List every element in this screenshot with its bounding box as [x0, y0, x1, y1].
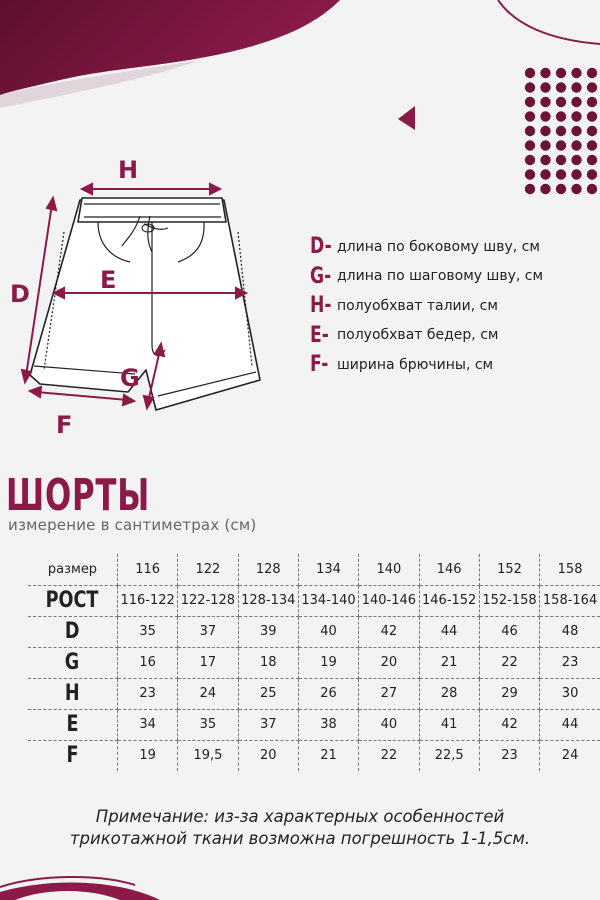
label-d: D: [10, 280, 30, 308]
legend-letter: F-: [310, 352, 329, 378]
top-right-arc: [498, 0, 600, 44]
legend-letter: E-: [310, 322, 329, 348]
decor-dot: [540, 82, 550, 92]
table-row: [28, 740, 600, 771]
decor-dot: [540, 155, 550, 165]
decor-dot: [540, 184, 550, 194]
legend-letter: G-: [310, 263, 332, 289]
table-cell: 23: [540, 647, 600, 678]
decor-dot: [587, 82, 597, 92]
decor-dot: [525, 68, 535, 78]
table-cell: 27: [359, 678, 419, 709]
shorts-diagram: [0, 0, 300, 460]
decor-dot: [571, 82, 581, 92]
table-cell: 35: [178, 709, 238, 740]
table-cell: 158: [540, 554, 600, 585]
legend-text: длина по боковому шву, см: [337, 238, 540, 255]
decor-dot: [556, 126, 566, 136]
table-row: [28, 585, 600, 616]
row-label-text: D: [65, 619, 80, 644]
table-cell: 140: [359, 554, 419, 585]
decor-dot: [571, 97, 581, 107]
table-cell: 44: [540, 709, 600, 740]
table-cell: 134-140: [298, 585, 358, 616]
table-row: [28, 709, 600, 740]
decor-dot: [571, 169, 581, 179]
table-cell: 18: [238, 647, 298, 678]
page-title: ШОРТЫ: [6, 470, 150, 521]
table-cell: 42: [359, 616, 419, 647]
row-label: [28, 740, 117, 771]
legend-letter: H-: [310, 293, 332, 319]
table-cell: 38: [298, 709, 358, 740]
decor-dot: [571, 111, 581, 121]
table-cell: 48: [540, 616, 600, 647]
row-label-text: H: [65, 681, 80, 706]
table-cell: 23: [479, 740, 539, 771]
table-cell: 28: [419, 678, 479, 709]
decor-dot: [556, 82, 566, 92]
table-cell: 152: [479, 554, 539, 585]
measurement-legend: [310, 232, 543, 380]
decor-dot: [587, 111, 597, 121]
decor-dot: [556, 169, 566, 179]
legend-row-f: [310, 350, 543, 380]
size-table: [28, 554, 600, 771]
legend-text: ширина брючины, см: [337, 356, 494, 373]
label-g: G: [120, 364, 140, 392]
decor-dot: [525, 140, 535, 150]
decor-dot: [587, 140, 597, 150]
decor-dot: [525, 111, 535, 121]
decor-dot: [556, 97, 566, 107]
row-label: размер: [28, 554, 117, 585]
table-cell: 116-122: [117, 585, 177, 616]
row-label: [28, 678, 117, 709]
decor-dot: [587, 155, 597, 165]
table-cell: 20: [238, 740, 298, 771]
row-label: [28, 709, 117, 740]
decor-dot: [540, 97, 550, 107]
table-cell: 37: [178, 616, 238, 647]
legend-text: полуобхват бедер, см: [337, 327, 499, 344]
label-f: F: [56, 411, 73, 439]
table-cell: 29: [479, 678, 539, 709]
decor-dot: [587, 184, 597, 194]
legend-row-d: [310, 232, 543, 262]
row-label: [28, 616, 117, 647]
decor-dot: [525, 126, 535, 136]
decor-dot: [571, 140, 581, 150]
table-cell: 22,5: [419, 740, 479, 771]
row-label-text: F: [66, 743, 79, 769]
legend-letter: D-: [310, 234, 332, 260]
table-cell: 37: [238, 709, 298, 740]
table-row: [28, 678, 600, 709]
label-h: H: [118, 156, 139, 184]
table-row: [28, 554, 600, 585]
legend-text: полуобхват талии, см: [337, 297, 498, 314]
decor-dot: [556, 111, 566, 121]
table-cell: 22: [479, 647, 539, 678]
table-cell: 44: [419, 616, 479, 647]
decor-dot: [556, 140, 566, 150]
decor-dot: [571, 68, 581, 78]
decor-dot: [556, 68, 566, 78]
decor-dot: [525, 184, 535, 194]
row-label: [28, 647, 117, 678]
table-cell: 46: [479, 616, 539, 647]
decor-dot: [587, 169, 597, 179]
row-label: [28, 585, 117, 616]
decor-dot: [556, 155, 566, 165]
table-cell: 35: [117, 616, 177, 647]
note-line-1: Примечание: из-за характерных особенностей: [95, 807, 505, 826]
page-subtitle: измерение в сантиметрах (см): [8, 516, 257, 534]
decor-dot: [571, 184, 581, 194]
table-row: [28, 647, 600, 678]
decor-dot: [540, 68, 550, 78]
table-cell: 140-146: [359, 585, 419, 616]
table-cell: 19: [117, 740, 177, 771]
table-cell: 122-128: [178, 585, 238, 616]
table-cell: 146-152: [419, 585, 479, 616]
table-cell: 39: [238, 616, 298, 647]
table-cell: 42: [479, 709, 539, 740]
table-cell: 122: [178, 554, 238, 585]
dots-grid: [525, 68, 597, 194]
legend-row-h: [310, 291, 543, 321]
table-cell: 24: [540, 740, 600, 771]
label-e: E: [100, 266, 117, 294]
note-line-2: трикотажной ткани возможна погрешность 1-1,5см.: [69, 829, 531, 848]
legend-row-e: [310, 321, 543, 351]
row-label-text: E: [66, 712, 79, 737]
decor-dot: [525, 82, 535, 92]
decor-dot: [571, 155, 581, 165]
row-label-text: G: [65, 650, 80, 675]
decor-dot: [540, 140, 550, 150]
decor-dot: [525, 97, 535, 107]
decor-dot: [525, 169, 535, 179]
decor-dot: [540, 169, 550, 179]
table-cell: 34: [117, 709, 177, 740]
table-cell: 20: [359, 647, 419, 678]
decor-dot: [587, 97, 597, 107]
decor-dot: [525, 155, 535, 165]
decor-dot: [540, 126, 550, 136]
row-label-text: РОСТ: [46, 588, 99, 613]
table-row: [28, 616, 600, 647]
table-cell: 40: [298, 616, 358, 647]
table-cell: 17: [178, 647, 238, 678]
table-cell: 16: [117, 647, 177, 678]
legend-row-g: [310, 262, 543, 292]
table-cell: 22: [359, 740, 419, 771]
table-cell: 19,5: [178, 740, 238, 771]
decor-dot: [587, 126, 597, 136]
decor-dot: [571, 126, 581, 136]
table-cell: 26: [298, 678, 358, 709]
legend-text: длина по шаговому шву, см: [337, 268, 544, 285]
note: [0, 806, 600, 850]
table-cell: 116: [117, 554, 177, 585]
waistband: [78, 198, 226, 222]
table-cell: 128-134: [238, 585, 298, 616]
table-cell: 158-164: [540, 585, 600, 616]
decor-dot: [556, 184, 566, 194]
f-arrow: [36, 392, 128, 400]
table-cell: 21: [298, 740, 358, 771]
table-cell: 25: [238, 678, 298, 709]
table-cell: 128: [238, 554, 298, 585]
table-cell: 41: [419, 709, 479, 740]
table-cell: 134: [298, 554, 358, 585]
table-cell: 19: [298, 647, 358, 678]
table-cell: 23: [117, 678, 177, 709]
table-cell: 24: [178, 678, 238, 709]
table-cell: 21: [419, 647, 479, 678]
decor-dot: [540, 111, 550, 121]
table-cell: 40: [359, 709, 419, 740]
table-cell: 146: [419, 554, 479, 585]
decor-dot: [587, 68, 597, 78]
table-cell: 30: [540, 678, 600, 709]
triangle-decoration: [398, 106, 415, 130]
table-cell: 152-158: [479, 585, 539, 616]
